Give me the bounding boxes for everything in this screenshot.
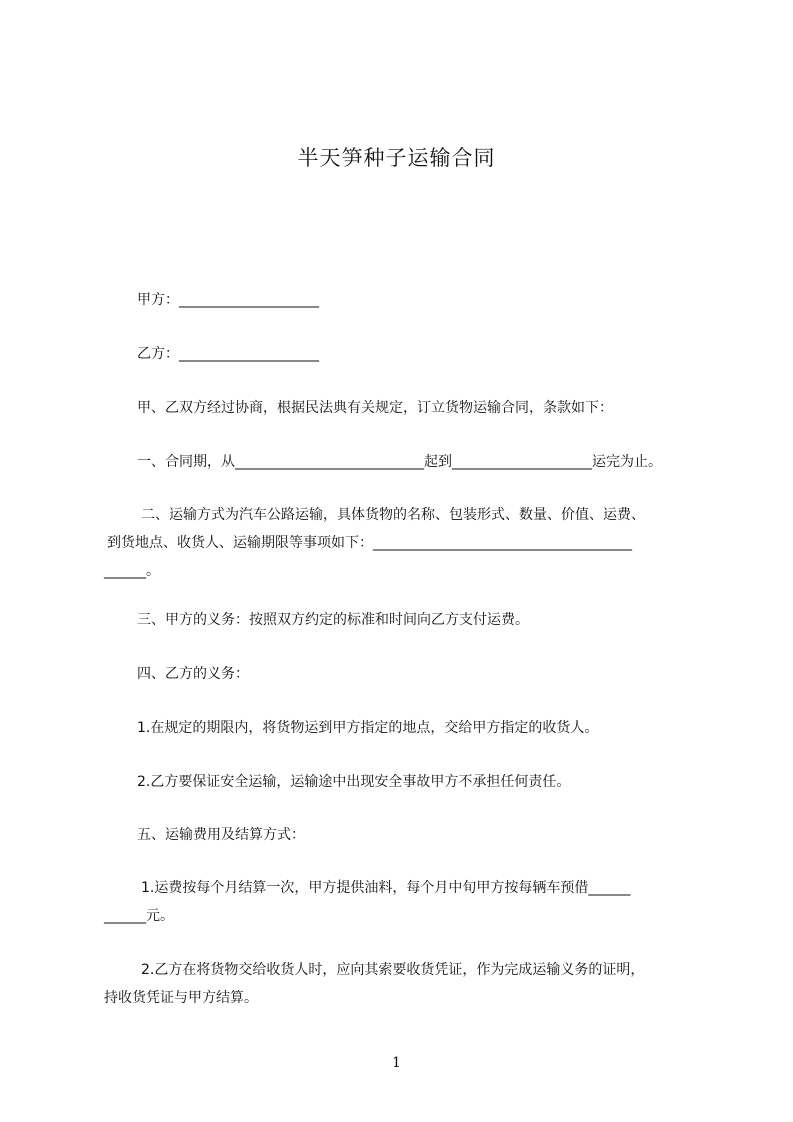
page-number: 1 xyxy=(392,1055,401,1071)
clause-1: 一、合同期，从___________________________起到____________________运完为止。 xyxy=(137,454,662,470)
document-title: 半天笋种子运输合同 xyxy=(297,146,496,170)
clause-2-line-3: ______。 xyxy=(104,563,160,579)
party-a-line: 甲方：____________________ xyxy=(137,292,319,308)
clause-2-line-1: 二、运输方式为汽车公路运输，具体货物的名称、包装形式、数量、价值、运费、 xyxy=(141,507,645,523)
clause-5-item-2-line-1: 2.乙方在将货物交给收货人时，应向其索要收货凭证，作为完成运输义务的证明， xyxy=(141,962,645,978)
clause-5-item-1-line-2: ______元。 xyxy=(104,908,174,924)
clause-4-heading: 四、乙方的义务： xyxy=(137,666,249,682)
clause-4-item-1: 1.在规定的期限内，将货物运到甲方指定的地点，交给甲方指定的收货人。 xyxy=(137,720,599,736)
clause-4-item-2: 2.乙方要保证安全运输，运输途中出现安全事故甲方不承担任何责任。 xyxy=(137,774,571,790)
clause-3: 三、甲方的义务：按照双方约定的标准和时间向乙方支付运费。 xyxy=(137,612,529,628)
clause-5-item-1-line-1: 1.运费按每个月结算一次，甲方提供油料，每个月中旬甲方按每辆车预借______ xyxy=(141,880,631,896)
party-b-line: 乙方：____________________ xyxy=(137,346,319,362)
clause-5-heading: 五、运输费用及结算方式： xyxy=(137,827,305,843)
clause-5-item-2-line-2: 持收货凭证与甲方结算。 xyxy=(104,990,258,1006)
intro-paragraph: 甲、乙双方经过协商，根据民法典有关规定，订立货物运输合同，条款如下： xyxy=(137,400,613,416)
clause-2-line-2: 到货地点、收货人、运输期限等事项如下：_____________________________________ xyxy=(107,535,632,551)
